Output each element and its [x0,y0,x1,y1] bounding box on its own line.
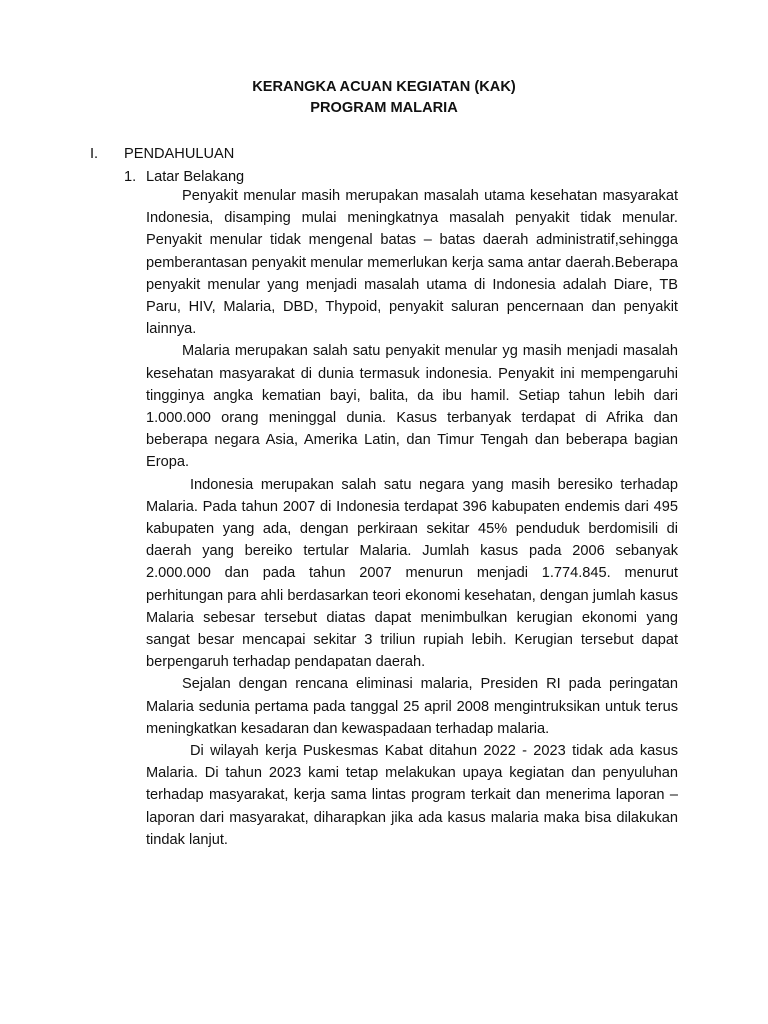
document-subtitle: PROGRAM MALARIA [310,100,458,116]
paragraph: Indonesia merupakan salah satu negara yang masih beresiko terhadap Malaria. Pada tahun 2007 di Indonesia terdapat 396 kabupaten endemis dari 495 kabupaten yang ada, dengan perkiraan sekitar 45% penduduk berdomisili di daerah yang bereiko tertular Malaria. Jumlah kasus pada 2006 sebanyak 2.000.000 dan pada tahun 2007 menurun menjadi 1.774.845. menurut perhitungan para ahli berdasarkan teori ekonomi kesehatan, dengan jumlah kasus Malaria sebesar tersebut diatas dapat menimbulkan kerugian ekonomi yang sangat besar mencapai sekitar 3 triliun rupiah lebih. Kerugian tersebut dapat berpengaruh terhadap pendapatan daerah. [146,476,678,671]
paragraph: Sejalan dengan rencana eliminasi malaria, Presiden RI pada peringatan Malaria sedunia pertama pada tanggal 25 april 2008 mengintruksikan untuk terus meningkatkan kesadaran dan kewaspadaan terhadap malaria. [146,676,678,737]
subsection-number: 1. [124,169,137,185]
paragraph: Malaria merupakan salah satu penyakit menular yg masih menjadi masalah kesehatan masyarakat di dunia termasuk indonesia. Penyakit ini mempengaruhi tingginya angka kematian bayi, balita, da ibu hamil. Setiap tahun lebih dari 1.000.000 orang meninggal dunia. Kasus terbanyak terdapat di Afrika dan beberapa negara Asia, Amerika Latin, dan Timur Tengah dan beberapa bagian Eropa. [146,343,678,471]
document-title: KERANGKA ACUAN KEGIATAN (KAK) [252,79,516,95]
subsection-title: Latar Belakang [146,169,245,185]
paragraph: Penyakit menular masih merupakan masalah utama kesehatan masyarakat Indonesia, disamping mulai meningkatnya masalah penyakit tidak menular. Penyakit menular tidak mengenal batas – batas daerah administratif,sehingga pemberantasan penyakit menular memerlukan kerja sama antar daerah.Beberapa penyakit menular yang menjadi masalah utama di Indonesia adalah Diare, TB Paru, HIV, Malaria, DBD, Thypoid, penyakit saluran pencernaan dan penyakit lainnya. [146,188,678,338]
section-number: I. [90,146,99,162]
document-body [146,185,678,851]
section-title: PENDAHULUAN [124,146,235,162]
paragraph: Di wilayah kerja Puskesmas Kabat ditahun 2022 - 2023 tidak ada kasus Malaria. Di tahun 2023 kami tetap melakukan upaya kegiatan dan penyuluhan terhadap masyarakat, kerja sama lintas program terkait dan menerima laporan – laporan dari masyarakat, diharapkan jika ada kasus malaria maka bisa dilakukan tindak lanjut. [146,743,678,848]
